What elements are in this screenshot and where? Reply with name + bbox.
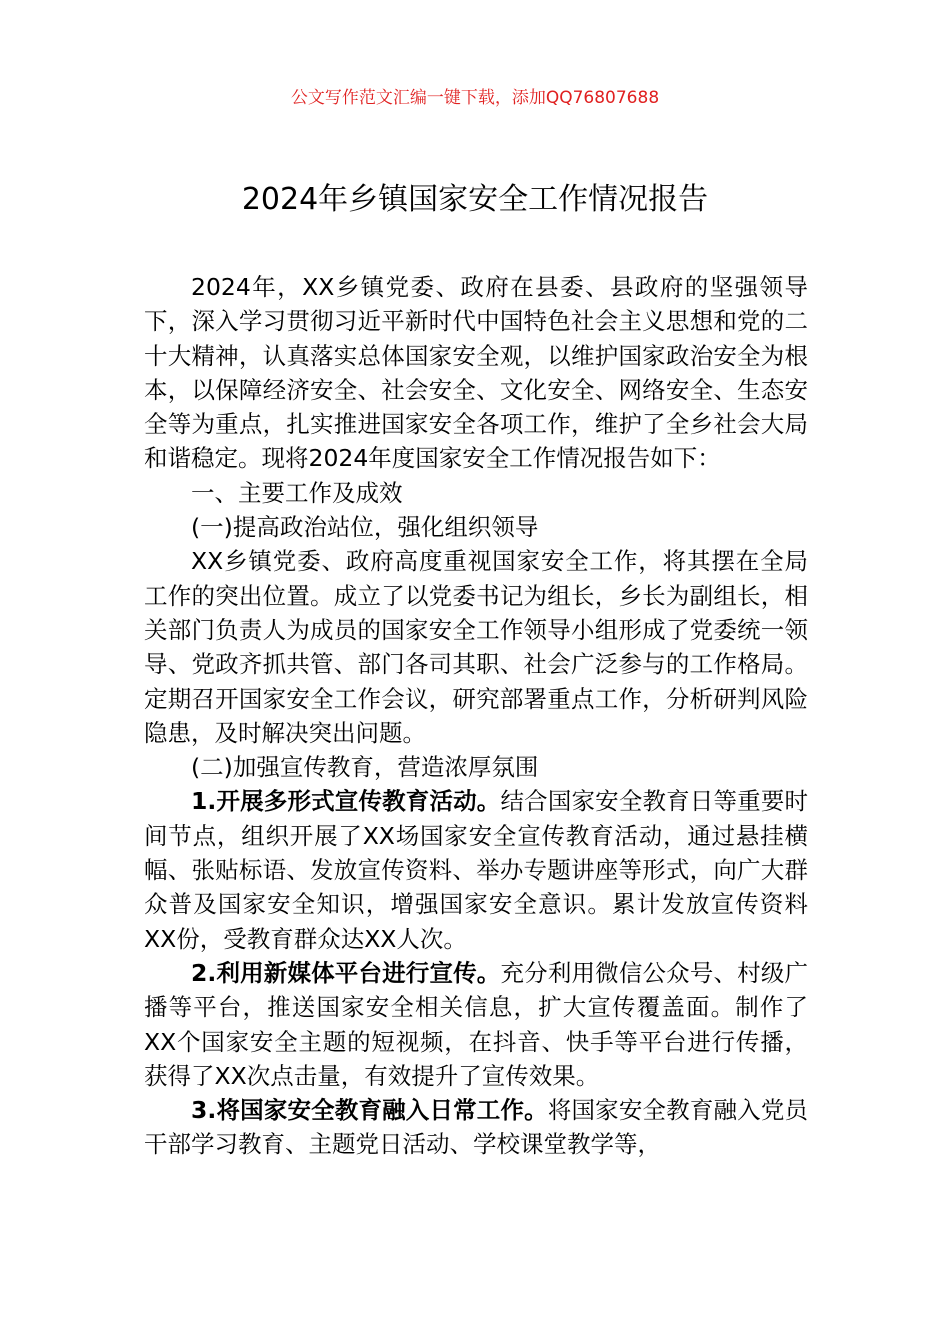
- intro-paragraph: 2024年，XX乡镇党委、政府在县委、县政府的坚强领导下，深入学习贯彻习近平新时代中国特色社会主义思想和党的二十大精神，认真落实总体国家安全观，以维护国家政治安全为根本，以保障经济安全、社会安全、文化安全、网络安全、生态安全等为重点，扎实推进国家安全各项工作，维护了全乡社会大局和谐稳定。现将2024年度国家安全工作情况报告如下：: [144, 273, 808, 473]
- numbered-item: [144, 1093, 808, 1162]
- item-lead: 3.将国家安全教育融入日常工作。: [191, 1096, 548, 1125]
- document-body: [144, 270, 808, 1162]
- item-text: 充分利用微信公众号、村级广播等平台，推送国家安全相关信息，扩大宣传覆盖面。制作了XX个国家安全主题的短视频，在抖音、快手等平台进行传播，获得了XX次点击量，有效提升了宣传效果。: [144, 958, 809, 1090]
- subsection-heading: (一)提高政治站位，强化组织领导: [191, 513, 539, 542]
- body-paragraph: XX乡镇党委、政府高度重视国家安全工作，将其摆在全局工作的突出位置。成立了以党委书记为组长，乡长为副组长，相关部门负责人为成员的国家安全工作领导小组形成了党委统一领导、党政齐抓共管、部门各司其职、社会广泛参与的工作格局。定期召开国家安全工作会议，研究部署重点工作，分析研判风险隐患，及时解决突出问题。: [144, 547, 808, 747]
- item-text: 结合国家安全教育日等重要时间节点，组织开展了XX场国家安全宣传教育活动，通过悬挂横幅、张贴标语、发放宣传资料、举办专题讲座等形式，向广大群众普及国家安全知识，增强国家安全意识。累计发放宣传资料XX份，受教育群众达XX人次。: [144, 787, 809, 953]
- document-title: 2024年乡镇国家安全工作情况报告: [241, 182, 709, 217]
- item-text: 将国家安全教育融入党员干部学习教育、主题党日活动、学校课堂教学等，: [144, 1096, 808, 1159]
- item-lead: 1.开展多形式宣传教育活动。: [191, 787, 501, 816]
- numbered-item: [144, 784, 808, 955]
- section-heading: 一、主要工作及成效: [191, 478, 403, 507]
- subsection-heading: (二)加强宣传教育，营造浓厚氛围: [191, 753, 539, 782]
- item-lead: 2.利用新媒体平台进行宣传。: [191, 958, 501, 987]
- download-promo-note: 公文写作范文汇编一键下载，添加QQ76807688: [290, 88, 660, 108]
- numbered-item: [144, 956, 808, 1093]
